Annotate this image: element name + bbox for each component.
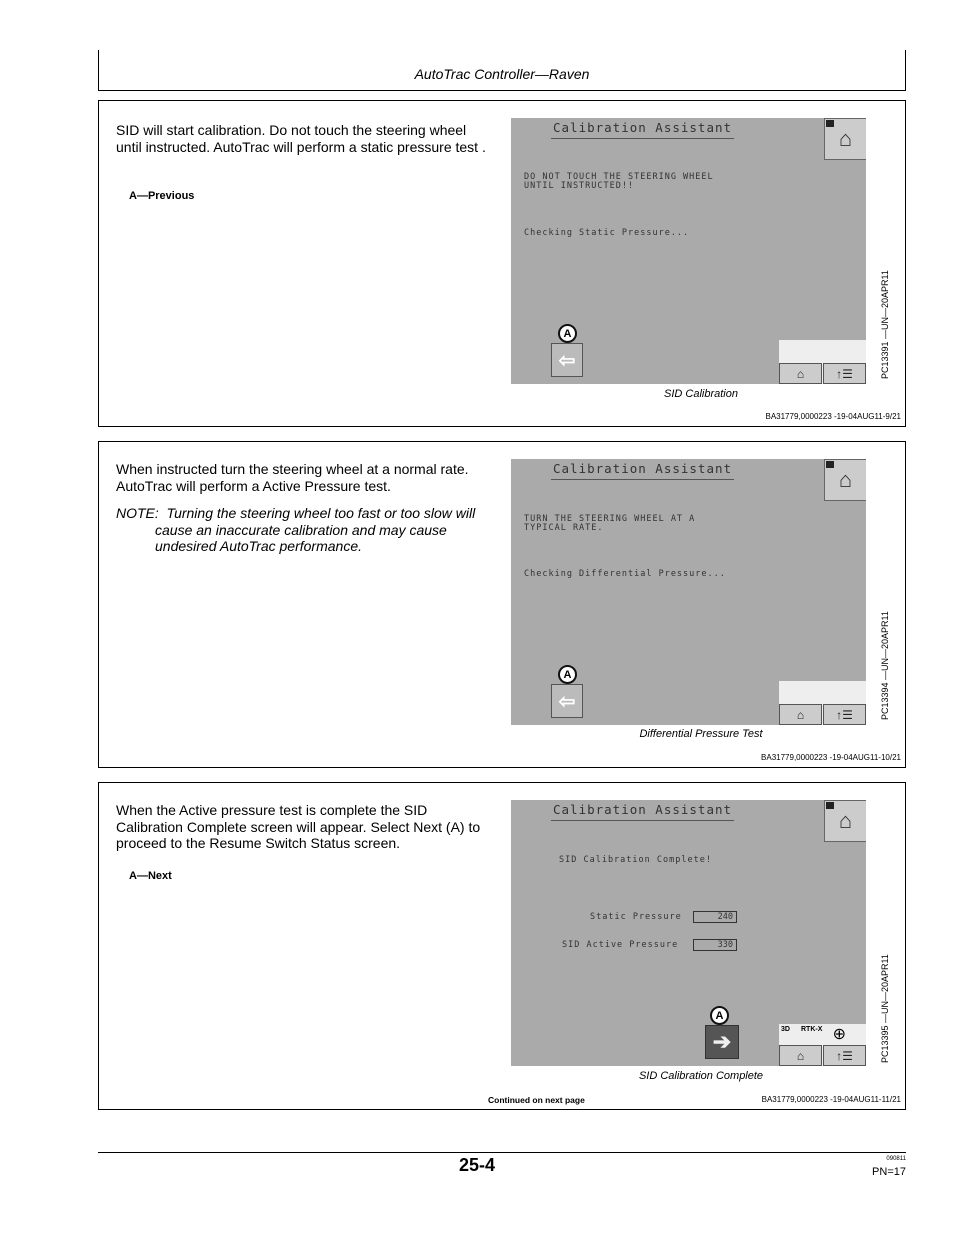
flag-icon — [826, 461, 834, 468]
callout-a: A — [710, 1006, 729, 1025]
page-header — [98, 50, 906, 91]
figure-id: PC13391 —UN—20APR11 — [880, 270, 890, 379]
screen-instruction-line-1: TURN THE STEERING WHEEL AT A — [524, 514, 696, 524]
back-arrow-icon: ⇦ — [558, 690, 576, 713]
bottom-softkey-panel — [779, 681, 866, 725]
continued-note: Continued on next page — [488, 1095, 585, 1105]
footer-rule — [98, 1152, 906, 1153]
header-title: AutoTrac Controller—Raven — [414, 66, 590, 82]
status-rtk: RTK-X — [801, 1026, 823, 1033]
section-sid-calibration — [98, 100, 906, 427]
static-pressure-value: 240 — [693, 911, 737, 923]
flag-icon — [826, 802, 834, 809]
figure-caption: SID Calibration — [664, 388, 738, 400]
home-button[interactable] — [824, 800, 866, 842]
menu-icon: ↑☰ — [836, 707, 853, 722]
screen-title: Calibration Assistant — [551, 802, 734, 821]
callout-a: A — [558, 665, 577, 684]
bottom-softkey-panel — [779, 1044, 866, 1066]
home-tab-button[interactable] — [779, 1045, 822, 1066]
gps-status-panel — [779, 1024, 866, 1044]
section-sid-calibration-complete — [98, 782, 906, 1110]
back-arrow-icon: ⇦ — [558, 349, 576, 372]
static-pressure-label: Static Pressure — [590, 912, 682, 922]
menu-tab-button[interactable] — [823, 704, 866, 725]
home-icon: ⌂ — [796, 366, 805, 381]
menu-icon: ↑☰ — [836, 1048, 853, 1063]
status-3d: 3D — [781, 1026, 790, 1033]
previous-button[interactable] — [551, 684, 583, 718]
home-button[interactable] — [824, 459, 866, 501]
globe-icon: ⊕ — [832, 1026, 846, 1043]
section-differential-pressure — [98, 441, 906, 768]
screen-instruction-line-2: UNTIL INSTRUCTED!! — [524, 181, 635, 191]
next-button[interactable] — [705, 1025, 739, 1059]
sid-active-pressure-label: SID Active Pressure — [562, 940, 679, 950]
home-tab-button[interactable] — [779, 704, 822, 725]
menu-tab-button[interactable] — [823, 363, 866, 384]
home-icon: ⌂ — [796, 1048, 805, 1063]
section-note: NOTE: Turning the steering wheel too fast or too slow will cause an inaccurate calibration and may cause undesired AutoTrac performance. — [116, 505, 476, 554]
previous-button[interactable] — [551, 343, 583, 377]
reference-code: BA31779,0000223 -19-04AUG11-9/21 — [765, 412, 901, 421]
section-body-text: When the Active pressure test is complete the SID Calibration Complete screen will appear. Select Next (A) to proceed to the Resume Switch Status screen. — [116, 802, 481, 851]
screen-instruction-line-1: DO NOT TOUCH THE STEERING WHEEL — [524, 172, 714, 182]
sid-active-pressure-value: 330 — [693, 939, 737, 951]
page-number: 25-4 — [458, 1155, 496, 1175]
screen-status-line: Checking Static Pressure... — [524, 228, 690, 238]
footer-code: 090811 — [886, 1156, 906, 1162]
next-arrow-icon: ➔ — [712, 1029, 732, 1054]
legend-previous: A—Previous — [129, 190, 195, 202]
home-tab-button[interactable] — [779, 363, 822, 384]
figure-caption: Differential Pressure Test — [639, 728, 763, 740]
section-body-paragraph: When instructed turn the steering wheel at a normal rate. AutoTrac will perform a Active Pressure test. — [116, 461, 469, 494]
section-body-text — [116, 461, 494, 555]
screen-title: Calibration Assistant — [551, 120, 734, 139]
calibration-screen — [511, 118, 866, 384]
legend-next: A—Next — [129, 870, 172, 882]
section-body-text: SID will start calibration. Do not touch the steering wheel until instructed. AutoTrac will perform a static pressure test . — [116, 122, 486, 155]
home-button[interactable] — [824, 118, 866, 160]
bottom-softkey-panel — [779, 340, 866, 384]
callout-a: A — [558, 324, 577, 343]
figure-caption: SID Calibration Complete — [638, 1070, 764, 1082]
screen-title: Calibration Assistant — [551, 461, 734, 480]
home-icon: ⌂ — [838, 467, 853, 492]
menu-icon: ↑☰ — [836, 366, 853, 381]
home-icon: ⌂ — [838, 808, 853, 833]
figure-id: PC13395 —UN—20APR11 — [880, 954, 890, 1063]
menu-tab-button[interactable] — [823, 1045, 866, 1066]
screen-status-line: SID Calibration Complete! — [559, 855, 712, 865]
home-icon: ⌂ — [838, 126, 853, 151]
reference-code: BA31779,0000223 -19-04AUG11-11/21 — [761, 1095, 901, 1104]
calibration-screen — [511, 800, 866, 1066]
reference-code: BA31779,0000223 -19-04AUG11-10/21 — [761, 753, 901, 762]
footer-pn: PN=17 — [872, 1166, 906, 1178]
calibration-screen — [511, 459, 866, 725]
home-icon: ⌂ — [796, 707, 805, 722]
figure-id: PC13394 —UN—20APR11 — [880, 611, 890, 720]
screen-instruction-line-2: TYPICAL RATE. — [524, 523, 604, 533]
screen-status-line: Checking Differential Pressure... — [524, 569, 726, 579]
flag-icon — [826, 120, 834, 127]
